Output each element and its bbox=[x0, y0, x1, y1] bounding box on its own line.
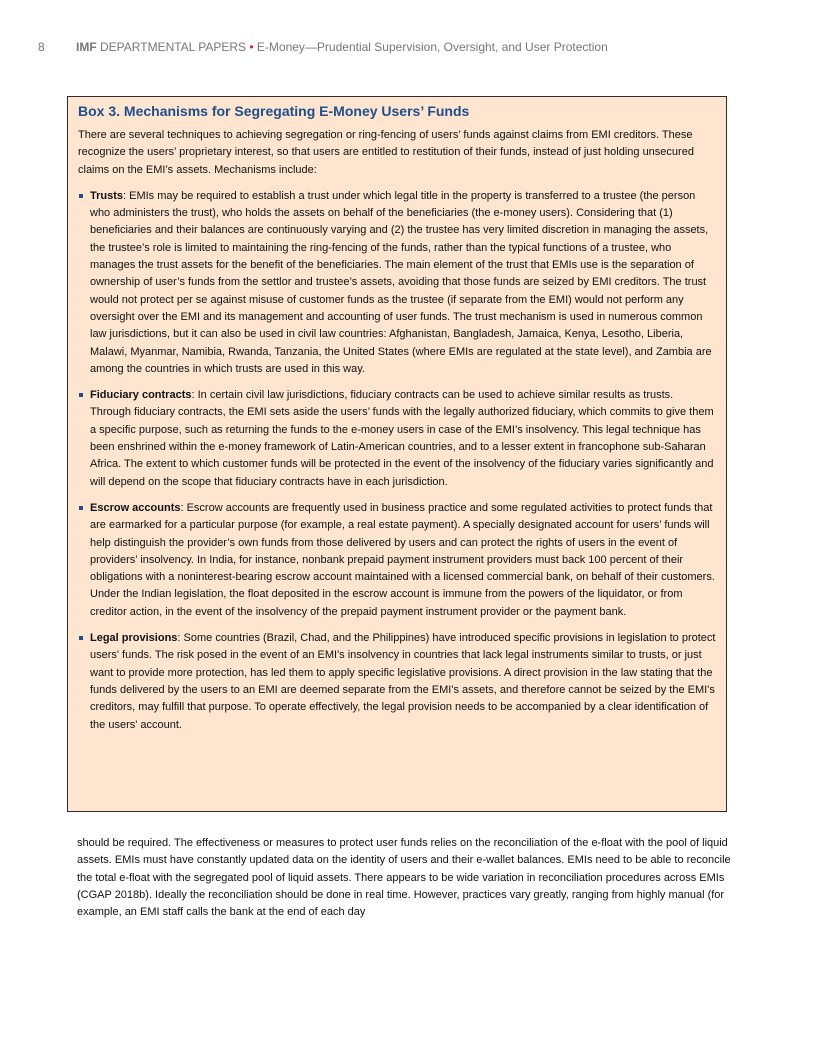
bullet-square-icon bbox=[79, 506, 83, 510]
header-separator: • bbox=[249, 40, 254, 54]
list-item-legal-provisions bbox=[78, 630, 716, 734]
item-term: Escrow accounts bbox=[90, 501, 181, 514]
bullet-square-icon bbox=[79, 194, 83, 198]
item-text: : In certain civil law jurisdictions, fiduciary contracts can be used to achieve similar results as trusts. Through fiduciary contracts, the EMI sets aside the users’ funds with the legally authorized fiduciary, which commits to give them a specific purpose, such as returning the funds to the e-money users in case of the EMI’s insolvency. This legal technique has been enshrined within the e-money framework of Latin-American countries, and to a lesser extent in francophone sub-Saharan Africa. The extent to which customer funds will be protected in the event of the insolvency of the fiduciary varies significantly and will depend on the scope that fiduciary contracts have in each jurisdiction. bbox=[90, 389, 714, 488]
box-title: Box 3. Mechanisms for Segregating E-Money Users’ Funds bbox=[78, 103, 470, 119]
list-item-escrow-accounts bbox=[78, 500, 716, 621]
bullet-square-icon bbox=[79, 393, 83, 397]
document-title: E-Money—Prudential Supervision, Oversight, and User Protection bbox=[253, 40, 608, 54]
item-text: : Some countries (Brazil, Chad, and the Philippines) have introduced specific provisions in legislation to protect users' funds. The risk posed in the event of an EMI's insolvency in countries that lack legal instruments similar to trusts, or just want to provide more protection, has led them to apply specific legislative provisions. A direct provision in the law stating that the funds delivered by the users to an EMI are deemed separate from the EMI's assets, and therefore cannot be seized by the EMI's creditors, may fulfill that purpose. To operate effectively, the legal provision needs to be accompanied by a clear identification of the users' account. bbox=[90, 632, 716, 731]
item-text: : Escrow accounts are frequently used in business practice and some regulated activities to protect funds that are earmarked for a particular purpose (for example, a real estate payment). A specially designated account for users’ funds will help distinguish the provider’s own funds from those delivered by users and can protect the rights of users in the event of providers’ insolvency. In India, for instance, nonbank prepaid payment instrument providers must back 100 percent of their obligations with a noninterest-bearing escrow account maintained with a licensed commercial bank, on behalf of their customers. Under the Indian legislation, the float deposited in the escrow account is immune from the powers of the liquidator, or from creditor action, in the event of the insolvency of the prepaid payment instrument provider or the payment bank. bbox=[90, 501, 715, 618]
page-number: 8 bbox=[38, 40, 45, 54]
list-item-trusts bbox=[78, 188, 716, 378]
bullet-square-icon bbox=[79, 636, 83, 640]
list-item-fiduciary-contracts bbox=[78, 387, 716, 491]
box-intro: There are several techniques to achieving segregation or ring-fencing of users’ funds against claims from EMI creditors. These recognize the users’ proprietary interest, so that users are entitled to restitution of their funds, instead of just holding unsecured claims on the EMI’s assets. Mechanisms include: bbox=[78, 129, 694, 176]
series-name: DEPARTMENTAL PAPERS bbox=[96, 40, 250, 54]
item-term: Legal provisions bbox=[90, 632, 178, 645]
publisher-name: IMF bbox=[76, 40, 97, 54]
box-3 bbox=[67, 96, 727, 812]
page-header bbox=[38, 40, 608, 54]
item-text: : EMIs may be required to establish a trust under which legal title in the property is transferred to a trustee (the person who administers the trust), who holds the assets on behalf of the beneficiaries (the e-money users). Considering that (1) beneficiaries and their balances are continuously varying and (2) the trustee has very limited discretion in managing the assets, the trustee’s role is limited to maintaining the ring-fencing of the funds, rather than the typical functions of a trustee, who manages the trust assets for the benefit of the beneficiaries. The main element of the trust that EMIs use is the separation of ownership of user’s funds from the settlor and trustee’s assets, avoiding that those funds are seized by EMI creditors. The trust would not protect per se against misuse of customer funds as the trustee (if separate from the EMI) would not perform any oversight over the EMI and its management and accounting of user funds. The trust mechanism is used in numerous common law jurisdictions, but it can also be used in civil law countries: Afghanistan, Bangladesh, Jamaica, Kenya, Lesotho, Liberia, Malawi, Myanmar, Namibia, Rwanda, Tanzania, the United States (where EMIs are regulated at the state level), and Zambia are among the countries in which trusts are used in this way. bbox=[90, 189, 712, 375]
body-paragraph: should be required. The effectiveness or measures to protect user funds relies on the reconciliation of the e-float with the pool of liquid assets. EMIs must have constantly updated data on the identity of users and their e-wallet balances. EMIs need to be able to reconcile the total e-float with the segregated pool of liquid assets. There appears to be wide variation in reconciliation procedures across EMIs (CGAP 2018b). Ideally the reconciliation should be done in real time. However, practices vary greatly, ranging from highly manual (for example, an EMI staff calls the bank at the end of each day bbox=[77, 837, 731, 919]
item-term: Fiduciary contracts bbox=[90, 389, 192, 402]
item-term: Trusts bbox=[90, 189, 124, 202]
